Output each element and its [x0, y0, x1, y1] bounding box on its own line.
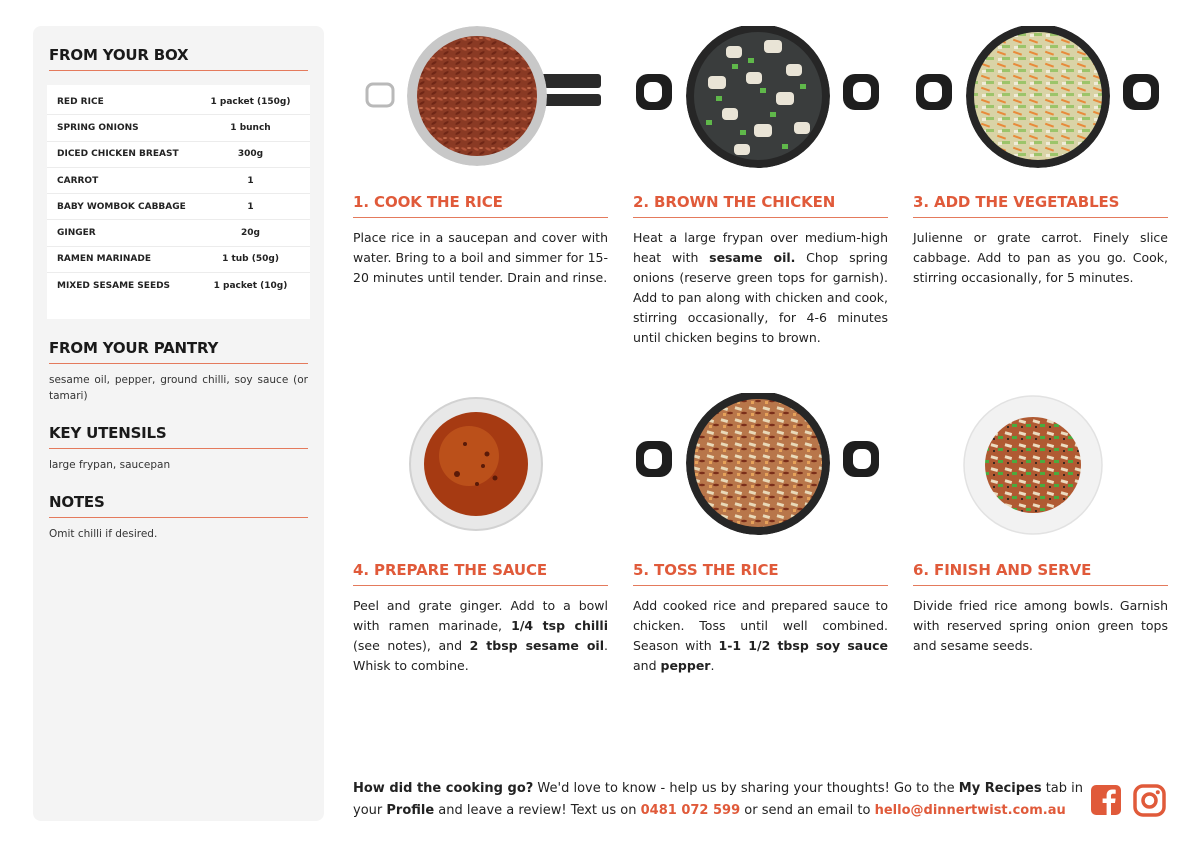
step-3-title: 3. ADD THE VEGETABLES — [913, 193, 1168, 218]
step-6-photo — [962, 394, 1104, 536]
text-segment: 2 tbsp sesame oil — [469, 638, 605, 653]
text-segment: We'd love to know - help us by sharing your thoughts! Go to the — [533, 781, 959, 796]
step-1-photo — [365, 26, 601, 170]
ingredient-name: MIXED SESAME SEEDS — [57, 281, 171, 292]
contact-link[interactable]: 0481 072 599 — [640, 803, 741, 818]
ingredient-quantity: 20g — [241, 228, 260, 239]
text-segment: Profile — [386, 803, 435, 818]
ingredient-quantity: 1 packet (150g) — [210, 96, 291, 107]
text-segment: (see notes), and — [353, 638, 470, 653]
instagram-icon[interactable] — [1133, 784, 1166, 817]
ingredient-quantity: 1 packet (10g) — [213, 281, 288, 292]
step-5-text — [633, 596, 888, 676]
notes-heading: NOTES — [49, 493, 308, 518]
text-segment: or send an email to — [740, 803, 875, 818]
text-segment: 1-1 1/2 tbsp soy sauce — [718, 638, 888, 653]
ingredient-row — [47, 220, 310, 246]
ingredient-row — [47, 194, 310, 220]
text-segment: and — [633, 658, 661, 673]
step-2-photo — [636, 26, 879, 170]
pantry-heading: FROM YOUR PANTRY — [49, 339, 308, 364]
step-2-text — [633, 228, 888, 348]
text-segment: sesame oil. — [709, 250, 796, 265]
text-segment: My Recipes — [958, 781, 1042, 796]
step-6-title: 6. FINISH AND SERVE — [913, 561, 1168, 586]
ingredient-name: BABY WOMBOK CABBAGE — [57, 201, 186, 212]
text-segment: Peel and grate ginger. Add to a bowl with ramen marinade, — [353, 598, 608, 633]
contact-link[interactable]: hello@dinnertwist.com.au — [874, 803, 1066, 818]
text-segment: . Whisk to combine. — [353, 638, 608, 673]
pantry-text: sesame oil, pepper, ground chilli, soy sauce (or tamari) — [49, 374, 308, 403]
text-segment: Add cooked rice and prepared sauce to chicken. Toss until well combined. Season with — [633, 598, 888, 653]
ingredient-row — [47, 89, 310, 115]
step-4-text — [353, 596, 608, 676]
notes-text: Omit chilli if desired. — [49, 528, 158, 541]
step-3-photo — [916, 26, 1159, 170]
ingredient-quantity: 1 — [247, 175, 254, 186]
ingredient-row — [47, 273, 310, 299]
text-segment: . — [710, 658, 715, 673]
ingredient-quantity: 1 tub (50g) — [222, 254, 279, 265]
text-segment: Heat a large frypan over medium-high heat with — [633, 230, 888, 265]
step-4-title: 4. PREPARE THE SAUCE — [353, 561, 608, 586]
ingredient-row — [47, 247, 310, 273]
text-segment: How did the cooking go? — [353, 781, 534, 796]
text-segment: Divide fried rice among bowls. Garnish with reserved spring onion green tops and sesame seeds. — [913, 598, 1168, 653]
step-3-text — [913, 228, 1168, 288]
ingredient-quantity: 1 bunch — [230, 122, 271, 133]
ingredient-row — [47, 142, 310, 168]
step-6-text — [913, 596, 1168, 656]
ingredient-row — [47, 168, 310, 194]
box-ingredients-table — [47, 85, 310, 319]
ingredient-row — [47, 115, 310, 141]
step-5-title: 5. TOSS THE RICE — [633, 561, 888, 586]
text-segment: pepper — [660, 658, 711, 673]
ingredient-name: CARROT — [57, 175, 99, 186]
pantry-section — [47, 339, 310, 404]
text-segment: Chop spring onions (reserve green tops for garnish). Add to pan along with chicken and cook, stirring occasionally, for 4-6 minutes until chicken begins to brown. — [633, 250, 888, 345]
step-2-title: 2. BROWN THE CHICKEN — [633, 193, 888, 218]
utensils-section — [47, 424, 310, 473]
text-segment: 1/4 tsp chilli — [511, 618, 608, 633]
text-segment: Julienne or grate carrot. Finely slice cabbage. Add to pan as you go. Cook, stirring occasionally, for 5 minutes. — [913, 230, 1168, 285]
ingredient-name: DICED CHICKEN BREAST — [57, 149, 179, 160]
step-5-photo — [636, 393, 879, 537]
feedback-footer — [353, 778, 1083, 822]
ingredient-name: GINGER — [57, 228, 96, 239]
utensils-text: large frypan, saucepan — [49, 459, 171, 472]
step-1-text — [353, 228, 608, 288]
step-4-photo — [407, 394, 545, 534]
ingredients-sidebar — [33, 26, 324, 821]
facebook-icon[interactable] — [1090, 784, 1122, 816]
ingredient-quantity: 300g — [237, 149, 264, 160]
text-segment: tab in your — [353, 781, 1084, 818]
ingredient-name: RED RICE — [57, 96, 104, 107]
ingredient-quantity: 1 — [247, 201, 254, 212]
ingredient-name: RAMEN MARINADE — [57, 254, 151, 265]
ingredient-name: SPRING ONIONS — [57, 122, 139, 133]
text-segment: and leave a review! Text us on — [434, 803, 641, 818]
from-your-box-heading: FROM YOUR BOX — [49, 46, 308, 71]
notes-section — [47, 493, 310, 542]
utensils-heading: KEY UTENSILS — [49, 424, 308, 449]
text-segment: Place rice in a saucepan and cover with water. Bring to a boil and simmer for 15-20 minutes until tender. Drain and rinse. — [353, 230, 608, 285]
step-1-title: 1. COOK THE RICE — [353, 193, 608, 218]
